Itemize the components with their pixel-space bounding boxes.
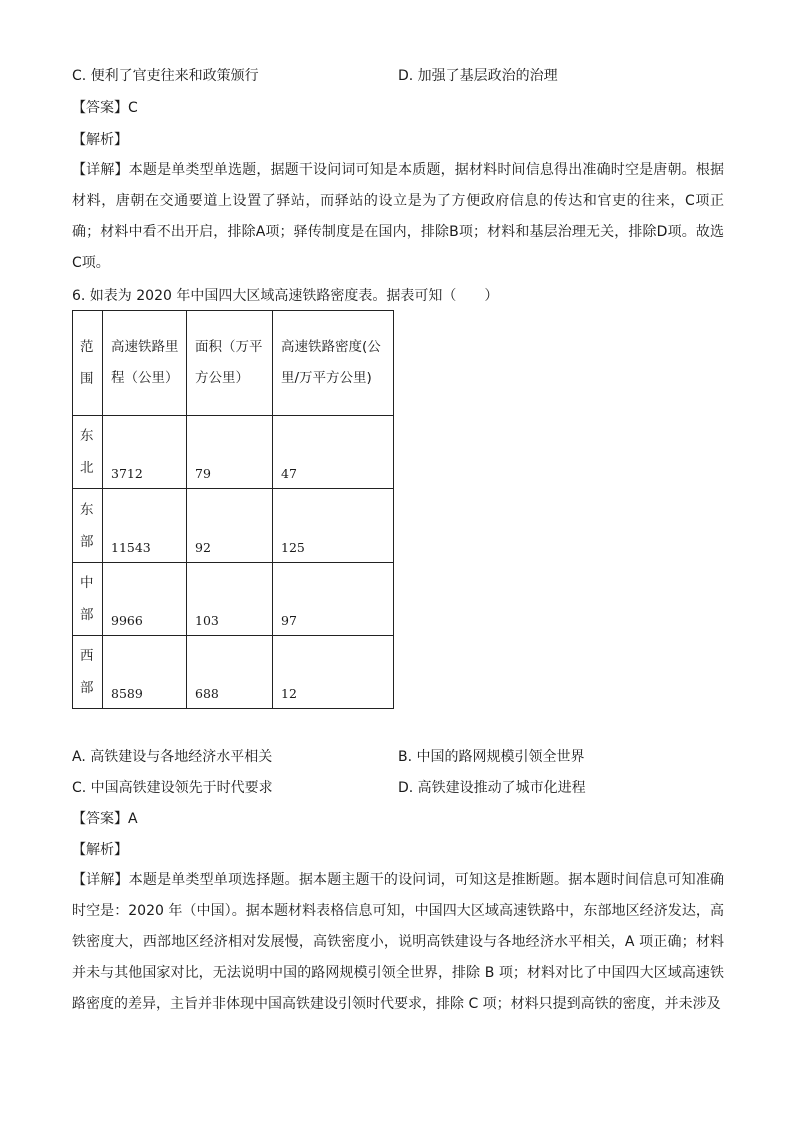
cell-region: 东部 (73, 489, 103, 563)
answer-line-prev (72, 98, 138, 118)
table-row (73, 563, 394, 636)
detail-label: 【详解】 (72, 872, 129, 888)
answer-value: C (128, 100, 138, 116)
analysis-label: 【解析】 (72, 842, 128, 858)
header-area: 面积（万平方公里） (187, 311, 273, 416)
cell-area: 688 (187, 636, 273, 709)
cell-density: 47 (273, 416, 394, 489)
cell-region: 中部 (73, 563, 103, 636)
cell-area: 103 (187, 563, 273, 636)
detail-paragraph-prev (72, 155, 724, 279)
detail-text: 本题是单类型单选题，据题干设问词可知是本质题，据材料时间信息得出准确时空是唐朝。根据材料，唐朝在交通要道上设置了驿站，而驿站的设立是为了方便政府信息的传达和官吏的往来，C项正确；材料中看不出开启，排除A项；驿传制度是在国内，排除B项；材料和基层治理无关，排除D项。故选C项。 (72, 162, 725, 271)
cell-area: 92 (187, 489, 273, 563)
cell-length: 11543 (103, 489, 187, 563)
header-density: 高速铁路密度(公里/万平方公里) (273, 311, 394, 416)
table-header-row (73, 311, 394, 416)
cell-density: 12 (273, 636, 394, 709)
cell-density: 97 (273, 563, 394, 636)
cell-region: 西部 (73, 636, 103, 709)
option-d-prev: D. 加强了基层政治的治理 (398, 68, 558, 84)
table-row (73, 636, 394, 709)
question-stem: 6. 如表为 2020 年中国四大区域高速铁路密度表。据表可知（ ） (72, 288, 499, 304)
header-region: 范围 (73, 311, 103, 416)
table-row (73, 416, 394, 489)
analysis-label-prev: 【解析】 (72, 132, 128, 148)
answer-label: 【答案】 (72, 100, 128, 116)
table-row (73, 489, 394, 563)
option-b: B. 中国的路网规模引领全世界 (398, 749, 585, 765)
detail-text: 本题是单类型单项选择题。据本题主题干的设问词，可知这是推断题。据本题时间信息可知准确时空是：2020 年（中国）。据本题材料表格信息可知，中国四大区域高速铁路中，东部地区经济发达，高铁密度大，西部地区经济相对发展慢，高铁密度小，说明高铁建设与各地经济水平相关，A 项正确；材料并未与其他国家对比，无法说明中国的路网规模引领全世界，排除 B 项；材料对比了中国四大区域高速铁路密度的差异，主旨并非体现中国高铁建设引领时代要求，排除 C 项；材料只提到高铁的密度，并未涉及 (72, 872, 725, 1012)
option-c-prev: C. 便利了官吏往来和政策颁行 (72, 68, 259, 84)
detail-label: 【详解】 (72, 162, 129, 178)
density-table (72, 310, 394, 709)
option-c: C. 中国高铁建设领先于时代要求 (72, 780, 273, 796)
header-length: 高速铁路里程（公里） (103, 311, 187, 416)
detail-paragraph (72, 865, 724, 1020)
answer-label: 【答案】 (72, 811, 128, 827)
cell-length: 9966 (103, 563, 187, 636)
option-d: D. 高铁建设推动了城市化进程 (398, 780, 586, 796)
cell-region: 东北 (73, 416, 103, 489)
answer-line (72, 809, 138, 829)
cell-density: 125 (273, 489, 394, 563)
option-a: A. 高铁建设与各地经济水平相关 (72, 749, 273, 765)
answer-value: A (128, 811, 138, 827)
cell-length: 8589 (103, 636, 187, 709)
cell-area: 79 (187, 416, 273, 489)
cell-length: 3712 (103, 416, 187, 489)
